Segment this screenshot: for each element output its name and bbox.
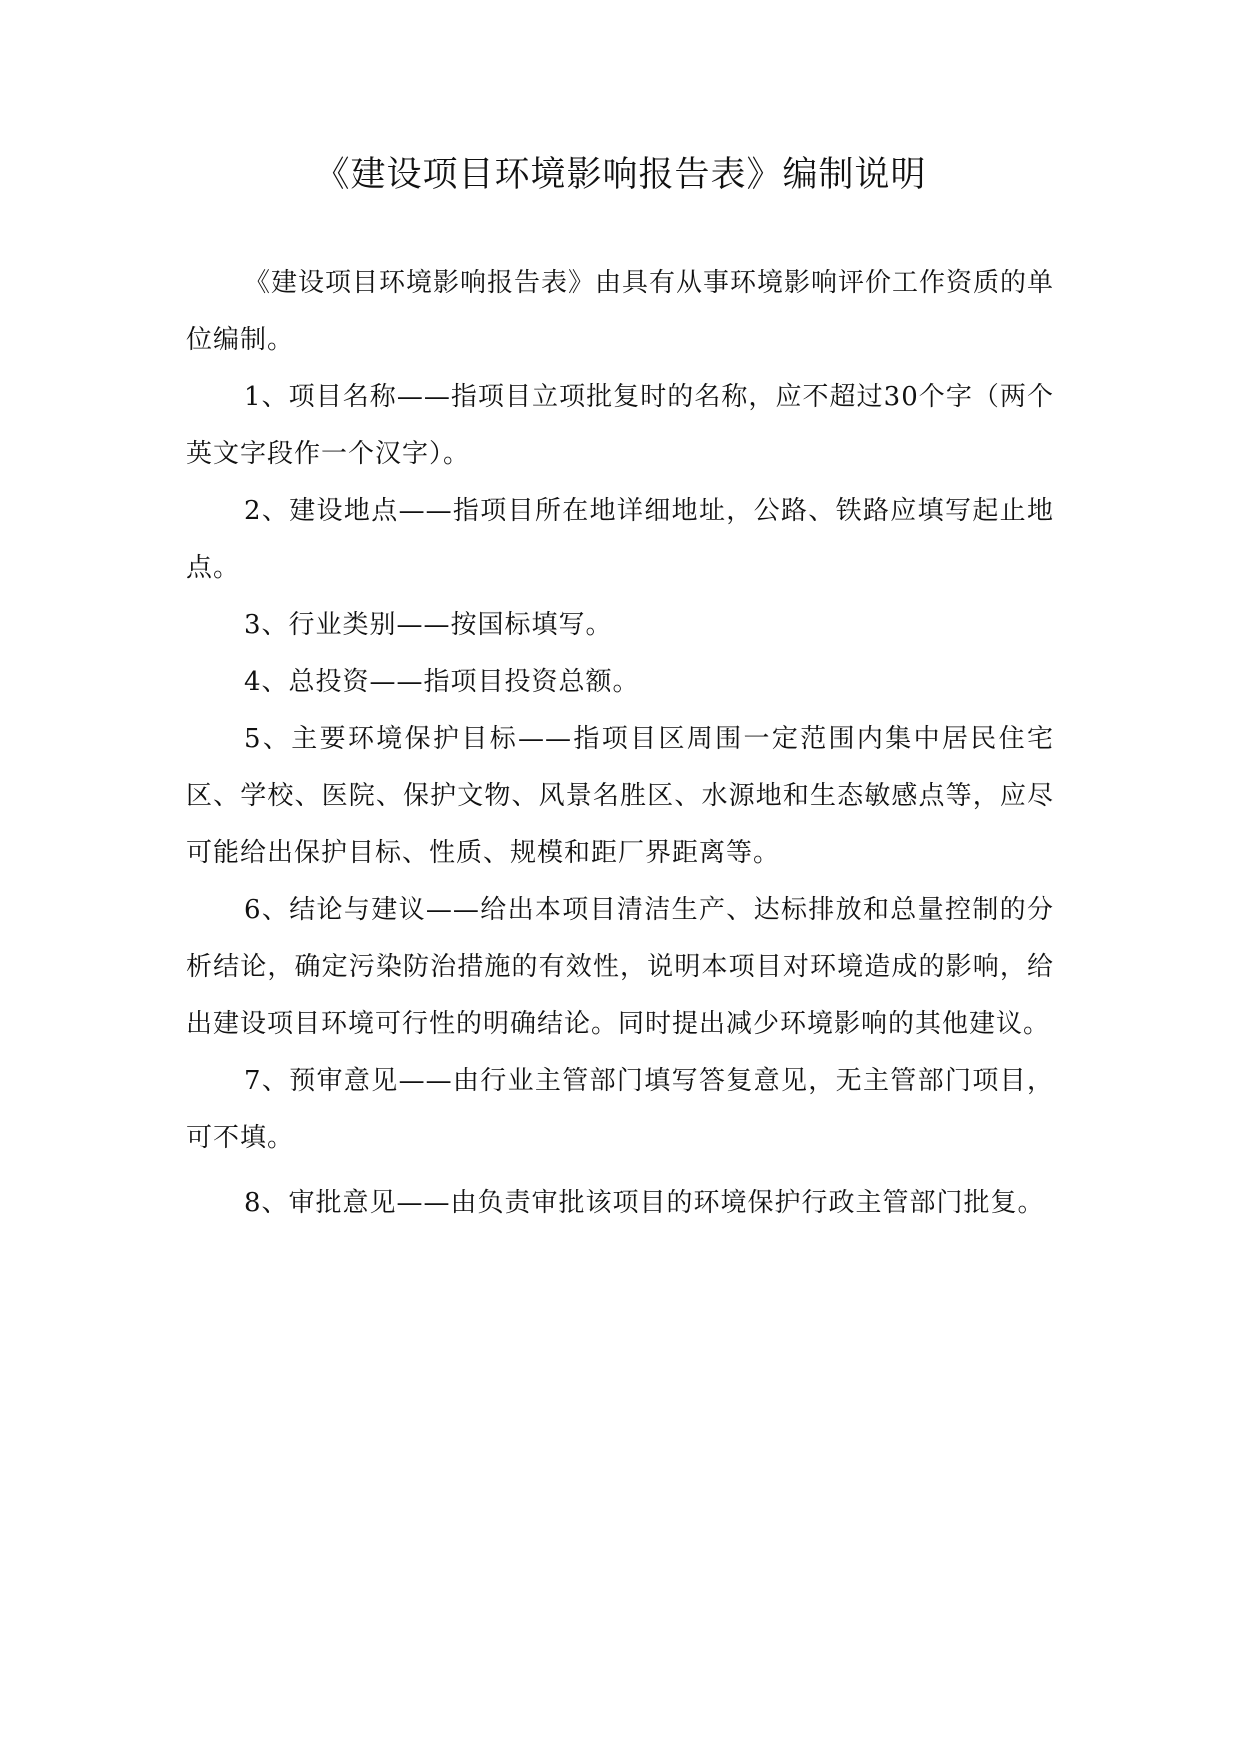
paragraph-item-3: 3、行业类别——按国标填写。 xyxy=(244,610,613,640)
paragraph-item-2: 2、建设地点——指项目所在地详细地址，公路、铁路应填写起止地点。 xyxy=(186,496,1054,583)
paragraph-item-5: 5、主要环境保护目标——指项目区周围一定范围内集中居民住宅区、学校、医院、保护文物、风景名胜区、水源地和生态敏感点等，应尽可能给出保护目标、性质、规模和距厂界距离等。 xyxy=(186,724,1054,868)
document-title: 《建设项目环境影响报告表》编制说明 xyxy=(314,155,927,195)
paragraph-item-8: 8、审批意见——由负责审批该项目的环境保护行政主管部门批复。 xyxy=(244,1188,1045,1218)
paragraph-item-1: 1、项目名称——指项目立项批复时的名称，应不超过30个字（两个英文字段作一个汉字）。 xyxy=(186,382,1054,469)
document-body xyxy=(186,255,1054,1232)
paragraph-intro: 《建设项目环境影响报告表》由具有从事环境影响评价工作资质的单位编制。 xyxy=(186,268,1055,355)
paragraph-item-7: 7、预审意见——由行业主管部门填写答复意见，无主管部门项目，可不填。 xyxy=(186,1066,1054,1153)
paragraph-item-6: 6、结论与建议——给出本项目清洁生产、达标排放和总量控制的分析结论，确定污染防治措施的有效性，说明本项目对环境造成的影响，给出建设项目环境可行性的明确结论。同时提出减少环境影响的其他建议。 xyxy=(186,895,1054,1039)
paragraph-item-4: 4、总投资——指项目投资总额。 xyxy=(244,667,640,697)
